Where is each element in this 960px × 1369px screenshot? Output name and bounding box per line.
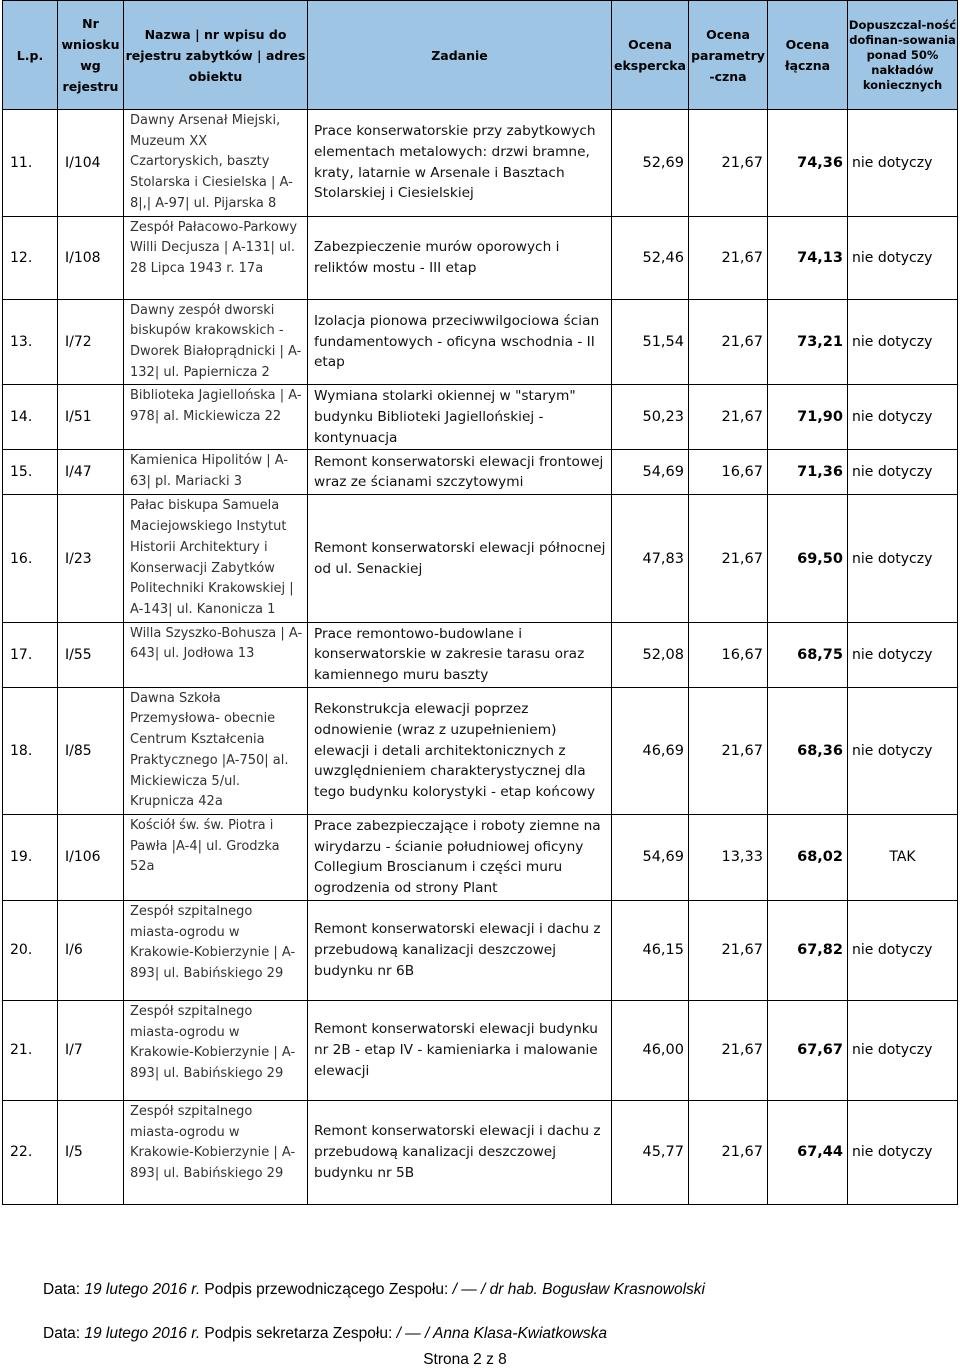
table-row [3, 1100, 958, 1204]
table-row [3, 110, 958, 217]
row-zadanie: Remont konserwatorski elewacji północnej od ul. Senackiej [308, 495, 612, 622]
row-ocena-parametryczna: 21,67 [689, 216, 768, 299]
row-ocena-ekspercka: 52,46 [612, 216, 689, 299]
row-nazwa-obiektu: Zespół szpitalnego miasta-ogrodu w Krakowie-Kobierzynie | A-893| ul. Babińskiego 29 [124, 1100, 308, 1204]
row-nazwa-obiektu: Pałac biskupa Samuela Maciejowskiego Instytut Historii Architektury i Konserwacji Zabytków Politechniki Krakowskiej | A-143| ul. Kanonicza 1 [124, 495, 308, 622]
row-zadanie: Rekonstrukcja elewacji poprzez odnowienie (wraz z uzupełnieniem) elewacji i detali architektonicznych z uwzględnieniem charakterystycznej dla tego budynku kolorystyki - etap końcowy [308, 687, 612, 814]
row-nr-wniosku: I/106 [58, 814, 124, 900]
header-nazwa: Nazwa | nr wpisu do rejestru zabytków | adres obiektu [124, 1, 308, 110]
footer-date-label: Data: [43, 1281, 85, 1298]
row-ocena-parametryczna: 16,67 [689, 622, 768, 687]
ranking-table [2, 0, 958, 1205]
row-nr-wniosku: I/5 [58, 1100, 124, 1204]
footer-secretary-name: / — / Anna Klasa-Kwiatkowska [396, 1325, 608, 1342]
row-zadanie: Wymiana stolarki okiennej w "starym" budynku Biblioteki Jagiellońskiej - kontynuacja [308, 385, 612, 450]
row-lp: 21. [3, 1000, 58, 1100]
table-row [3, 1000, 958, 1100]
row-ocena-ekspercka: 47,83 [612, 495, 689, 622]
row-lp: 11. [3, 110, 58, 217]
row-ocena-parametryczna: 21,67 [689, 299, 768, 385]
row-nr-wniosku: I/47 [58, 450, 124, 495]
row-dopuszczalnosc: nie dotyczy [848, 900, 958, 1000]
footer-date: 19 lutego 2016 r. [84, 1325, 201, 1342]
row-nr-wniosku: I/104 [58, 110, 124, 217]
footer-chair-name: / — / dr hab. Bogusław Krasnowolski [452, 1281, 705, 1298]
row-ocena-ekspercka: 46,69 [612, 687, 689, 814]
row-ocena-parametryczna: 21,67 [689, 495, 768, 622]
header-zadanie: Zadanie [308, 1, 612, 110]
row-lp: 15. [3, 450, 58, 495]
row-lp: 19. [3, 814, 58, 900]
row-ocena-laczna: 74,36 [768, 110, 848, 217]
header-ocena-ekspercka: Ocena ekspercka [612, 1, 689, 110]
row-ocena-ekspercka: 54,69 [612, 450, 689, 495]
row-lp: 13. [3, 299, 58, 385]
row-ocena-laczna: 71,36 [768, 450, 848, 495]
row-ocena-ekspercka: 46,00 [612, 1000, 689, 1100]
row-ocena-parametryczna: 21,67 [689, 110, 768, 217]
footer-chair-label: Podpis przewodniczącego Zespołu: [200, 1281, 453, 1298]
row-nazwa-obiektu: Kamienica Hipolitów | A-63| pl. Mariacki 3 [124, 450, 308, 495]
row-ocena-ekspercka: 52,69 [612, 110, 689, 217]
row-dopuszczalnosc: nie dotyczy [848, 495, 958, 622]
row-nr-wniosku: I/6 [58, 900, 124, 1000]
table-row [3, 495, 958, 622]
row-ocena-parametryczna: 21,67 [689, 687, 768, 814]
table-body [3, 110, 958, 1205]
row-lp: 18. [3, 687, 58, 814]
row-nr-wniosku: I/23 [58, 495, 124, 622]
row-dopuszczalnosc: nie dotyczy [848, 622, 958, 687]
row-ocena-laczna: 73,21 [768, 299, 848, 385]
row-dopuszczalnosc: nie dotyczy [848, 1000, 958, 1100]
page-number: Strona 2 z 8 [423, 1351, 507, 1368]
table-row [3, 450, 958, 495]
row-nr-wniosku: I/51 [58, 385, 124, 450]
footer-secretary-label: Podpis sekretarza Zespołu: [200, 1325, 397, 1342]
row-lp: 12. [3, 216, 58, 299]
table-header-row [3, 1, 958, 110]
row-nazwa-obiektu: Dawny Arsenał Miejski, Muzeum XX Czartoryskich, baszty Stolarska i Ciesielska | A-8|,| A-97| ul. Pijarska 8 [124, 110, 308, 217]
header-ocena-parametryczna: Ocena parametry -czna [689, 1, 768, 110]
row-dopuszczalnosc: nie dotyczy [848, 110, 958, 217]
row-ocena-ekspercka: 45,77 [612, 1100, 689, 1204]
row-zadanie: Zabezpieczenie murów oporowych i reliktów mostu - III etap [308, 216, 612, 299]
row-dopuszczalnosc: nie dotyczy [848, 1100, 958, 1204]
header-ocena-laczna: Ocena łączna [768, 1, 848, 110]
row-nr-wniosku: I/72 [58, 299, 124, 385]
row-ocena-laczna: 67,82 [768, 900, 848, 1000]
row-nazwa-obiektu: Dawny zespół dworski biskupów krakowskich - Dworek Białoprądnicki | A-132| ul. Papiernicza 2 [124, 299, 308, 385]
row-nazwa-obiektu: Zespół szpitalnego miasta-ogrodu w Krakowie-Kobierzynie | A-893| ul. Babińskiego 29 [124, 1000, 308, 1100]
row-nr-wniosku: I/85 [58, 687, 124, 814]
table-row [3, 299, 958, 385]
row-zadanie: Prace konserwatorskie przy zabytkowych elementach metalowych: drzwi bramne, kraty, latarnie w Arsenale i Basztach Stolarskiej i Ciesielskiej [308, 110, 612, 217]
row-zadanie: Remont konserwatorski elewacji i dachu z przebudową kanalizacji deszczowej budynku nr 5B [308, 1100, 612, 1204]
row-lp: 14. [3, 385, 58, 450]
table-row [3, 814, 958, 900]
row-ocena-ekspercka: 46,15 [612, 900, 689, 1000]
row-ocena-laczna: 67,44 [768, 1100, 848, 1204]
table-row [3, 216, 958, 299]
row-dopuszczalnosc: nie dotyczy [848, 299, 958, 385]
row-dopuszczalnosc: nie dotyczy [848, 687, 958, 814]
row-ocena-laczna: 71,90 [768, 385, 848, 450]
row-ocena-laczna: 68,36 [768, 687, 848, 814]
row-nazwa-obiektu: Zespół szpitalnego miasta-ogrodu w Krakowie-Kobierzynie | A-893| ul. Babińskiego 29 [124, 900, 308, 1000]
row-ocena-parametryczna: 21,67 [689, 1000, 768, 1100]
row-nazwa-obiektu: Kościół św. św. Piotra i Pawła |A-4| ul. Grodzka 52a [124, 814, 308, 900]
footer-date-label: Data: [43, 1325, 85, 1342]
row-ocena-laczna: 74,13 [768, 216, 848, 299]
row-lp: 16. [3, 495, 58, 622]
footer-chair-signature-line [43, 1281, 705, 1299]
row-zadanie: Prace remontowo-budowlane i konserwatorskie w zakresie tarasu oraz kamiennego muru baszty [308, 622, 612, 687]
row-ocena-parametryczna: 13,33 [689, 814, 768, 900]
header-lp: L.p. [3, 1, 58, 110]
row-ocena-laczna: 68,02 [768, 814, 848, 900]
row-dopuszczalnosc: nie dotyczy [848, 385, 958, 450]
row-nr-wniosku: I/108 [58, 216, 124, 299]
table-row [3, 687, 958, 814]
row-ocena-laczna: 68,75 [768, 622, 848, 687]
row-lp: 17. [3, 622, 58, 687]
row-lp: 20. [3, 900, 58, 1000]
footer-secretary-signature-line [43, 1325, 607, 1343]
row-zadanie: Remont konserwatorski elewacji i dachu z przebudową kanalizacji deszczowej budynku nr 6B [308, 900, 612, 1000]
row-nazwa-obiektu: Willa Szyszko-Bohusza | A-643| ul. Jodłowa 13 [124, 622, 308, 687]
row-ocena-parametryczna: 21,67 [689, 1100, 768, 1204]
footer-date: 19 lutego 2016 r. [84, 1281, 201, 1298]
row-ocena-parametryczna: 21,67 [689, 385, 768, 450]
row-ocena-ekspercka: 52,08 [612, 622, 689, 687]
row-dopuszczalnosc: TAK [848, 814, 958, 900]
row-nazwa-obiektu: Zespół Pałacowo-Parkowy Willi Decjusza | A-131| ul. 28 Lipca 1943 r. 17a [124, 216, 308, 299]
header-dopuszczalnosc: Dopuszczal-ność dofinan-sowania ponad 50% nakładów koniecznych [848, 1, 958, 110]
table-row [3, 900, 958, 1000]
row-zadanie: Izolacja pionowa przeciwwilgociowa ścian fundamentowych - oficyna wschodnia - II etap [308, 299, 612, 385]
table-row [3, 622, 958, 687]
row-lp: 22. [3, 1100, 58, 1204]
row-nr-wniosku: I/7 [58, 1000, 124, 1100]
row-ocena-ekspercka: 50,23 [612, 385, 689, 450]
row-zadanie: Remont konserwatorski elewacji frontowej wraz ze ścianami szczytowymi [308, 450, 612, 495]
row-nazwa-obiektu: Dawna Szkoła Przemysłowa- obecnie Centrum Kształcenia Praktycznego |A-750| al. Mickiewicza 5/ul. Krupnicza 42a [124, 687, 308, 814]
row-ocena-laczna: 67,67 [768, 1000, 848, 1100]
row-ocena-ekspercka: 54,69 [612, 814, 689, 900]
row-ocena-parametryczna: 16,67 [689, 450, 768, 495]
row-ocena-ekspercka: 51,54 [612, 299, 689, 385]
row-dopuszczalnosc: nie dotyczy [848, 450, 958, 495]
row-nr-wniosku: I/55 [58, 622, 124, 687]
row-dopuszczalnosc: nie dotyczy [848, 216, 958, 299]
row-zadanie: Remont konserwatorski elewacji budynku nr 2B - etap IV - kamieniarka i malowanie elewacji [308, 1000, 612, 1100]
row-ocena-laczna: 69,50 [768, 495, 848, 622]
row-ocena-parametryczna: 21,67 [689, 900, 768, 1000]
table-row [3, 385, 958, 450]
row-nazwa-obiektu: Biblioteka Jagiellońska | A-978| al. Mickiewicza 22 [124, 385, 308, 450]
header-nr-wniosku: Nr wniosku wg rejestru [58, 1, 124, 110]
row-zadanie: Prace zabezpieczające i roboty ziemne na wirydarzu - ścianie południowej oficyny Collegium Broscianum i części muru ogrodzenia od strony Plant [308, 814, 612, 900]
